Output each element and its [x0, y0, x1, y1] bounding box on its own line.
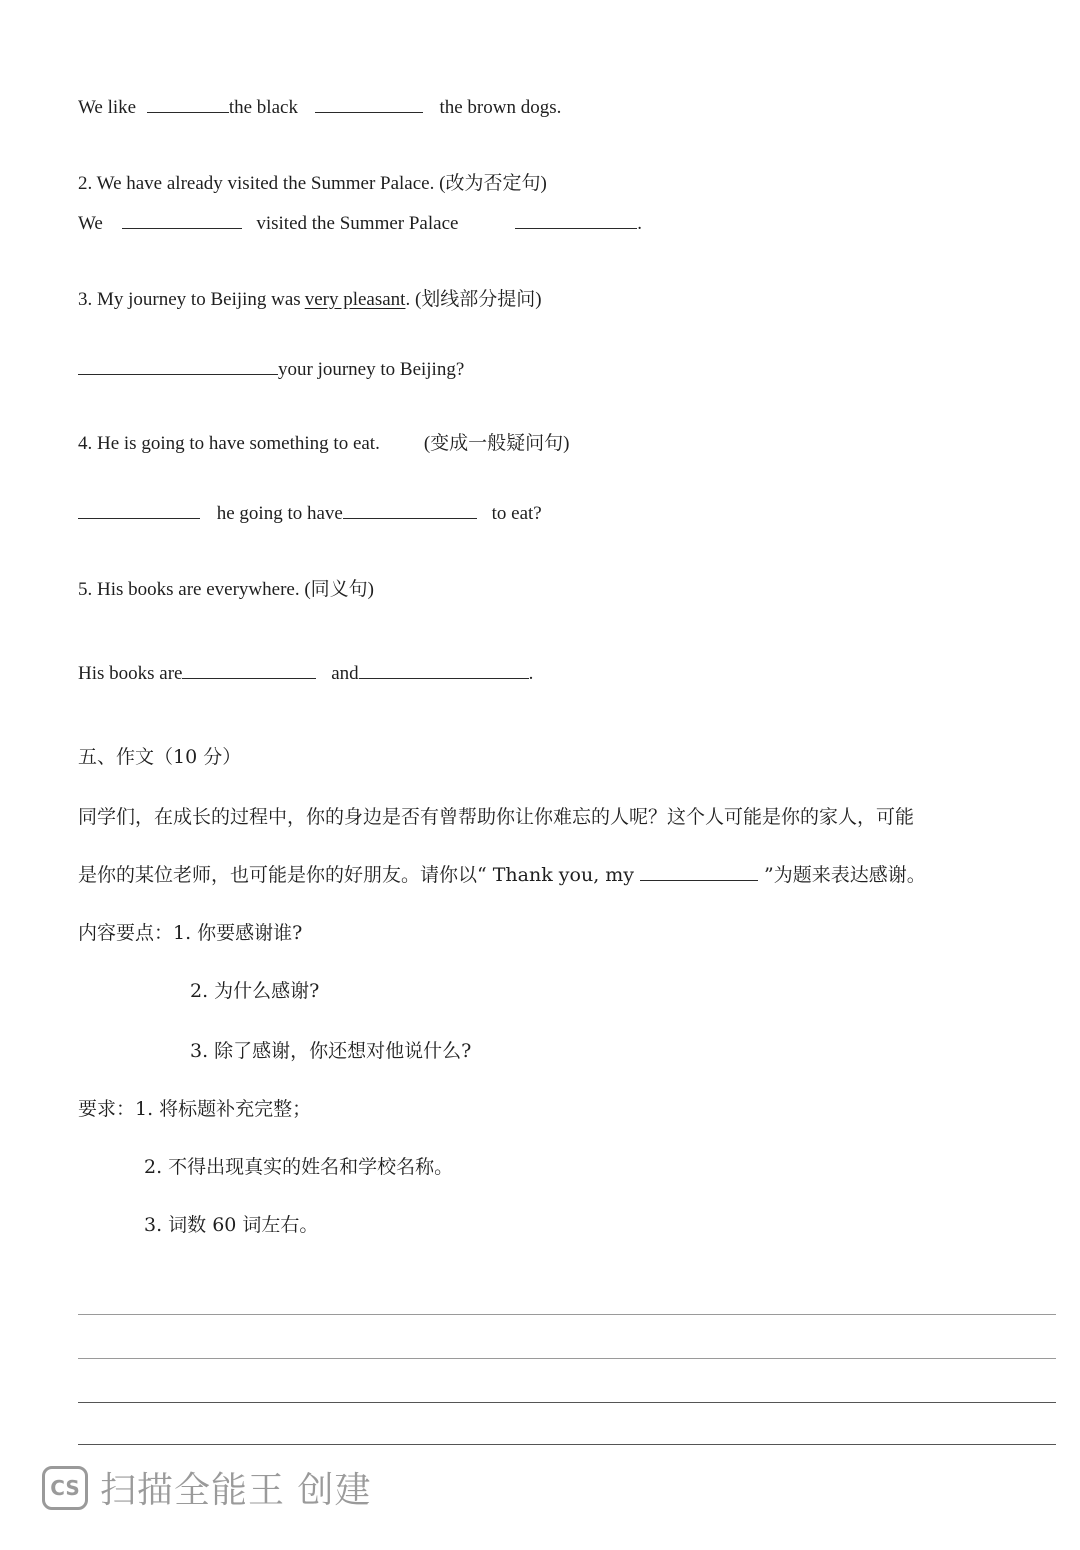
- q3-answer-text: your journey to Beijing?: [278, 359, 465, 380]
- points-label: 内容要点：: [78, 922, 174, 944]
- q5-answer-line: [78, 662, 533, 685]
- composition-heading: 五、作文（10 分）: [78, 746, 242, 768]
- content-points: [78, 918, 302, 945]
- q1-line: [78, 96, 561, 119]
- q1-text-c: the brown dogs.: [439, 97, 562, 118]
- q3-blank[interactable]: [78, 358, 278, 375]
- q5-prompt: 5. His books are everywhere. (同义句): [78, 579, 374, 600]
- q5-blank-1[interactable]: [182, 662, 316, 679]
- q4-answer-line: [78, 502, 542, 525]
- req-1: 1. 将标题补充完整；: [135, 1098, 312, 1120]
- q2-end: .: [637, 213, 642, 234]
- q2-prompt: 2. We have already visited the Summer Palace. (改为否定句): [78, 173, 547, 194]
- q5-end: .: [528, 663, 534, 684]
- q1-text-a: We like: [78, 97, 137, 118]
- q3-prompt: 3. My journey to Beijing was very pleasant. (划线部分提问): [78, 289, 542, 310]
- writing-line-2[interactable]: [78, 1358, 1056, 1359]
- q2-blank-1[interactable]: [122, 212, 242, 229]
- q4-blank-2[interactable]: [343, 502, 477, 519]
- point-2: 2. 为什么感谢?: [190, 980, 320, 1002]
- q2-text-a: We: [78, 213, 103, 234]
- point-1: 1. 你要感谢谁?: [173, 922, 303, 944]
- q1-blank-2[interactable]: [315, 96, 423, 113]
- q4-text-a: he going to have: [216, 503, 343, 524]
- watermark-text: 扫描全能王 创建: [100, 1470, 372, 1511]
- req-2: 2. 不得出现真实的姓名和学校名称。: [144, 1156, 454, 1178]
- q4-prompt: 4. He is going to have something to eat. (变成一般疑问句): [78, 433, 570, 454]
- q2-blank-2[interactable]: [515, 212, 637, 229]
- q3-underlined: very pleasant: [304, 289, 406, 310]
- q4-blank-1[interactable]: [78, 502, 200, 519]
- q4-note: (变成一般疑问句): [423, 433, 570, 454]
- q1-text-b: the black: [228, 97, 298, 118]
- requirements: [78, 1094, 311, 1121]
- composition-para-1: 同学们，在成长的过程中，你的身边是否有曾帮助你让你难忘的人呢？这个人可能是你的家人，可能: [78, 806, 915, 828]
- q1-blank-1[interactable]: [147, 96, 229, 113]
- writing-line-4[interactable]: [78, 1444, 1056, 1445]
- req-3: 3. 词数 60 词左右。: [144, 1214, 319, 1236]
- scanner-watermark: [42, 1462, 371, 1513]
- q2-answer-line: [78, 212, 642, 235]
- q5-blank-2[interactable]: [359, 662, 529, 679]
- q3-answer-line: [78, 358, 464, 381]
- req-label: 要求：: [78, 1098, 136, 1120]
- composition-para-2: 是你的某位老师，也可能是你的好朋友。请你以“ Thank you, my ”为题来表达感谢。: [78, 864, 926, 886]
- writing-line-1[interactable]: [78, 1314, 1056, 1315]
- writing-line-3[interactable]: [78, 1402, 1056, 1403]
- title-blank[interactable]: [640, 864, 758, 881]
- q4-text-b: to eat?: [491, 503, 542, 524]
- q5-text-b: and: [331, 663, 359, 684]
- point-3: 3. 除了感谢，你还想对他说什么?: [190, 1040, 472, 1062]
- q5-text-a: His books are: [78, 663, 183, 684]
- camscanner-logo-icon: CS: [42, 1466, 88, 1510]
- q2-text-b: visited the Summer Palace: [256, 213, 459, 234]
